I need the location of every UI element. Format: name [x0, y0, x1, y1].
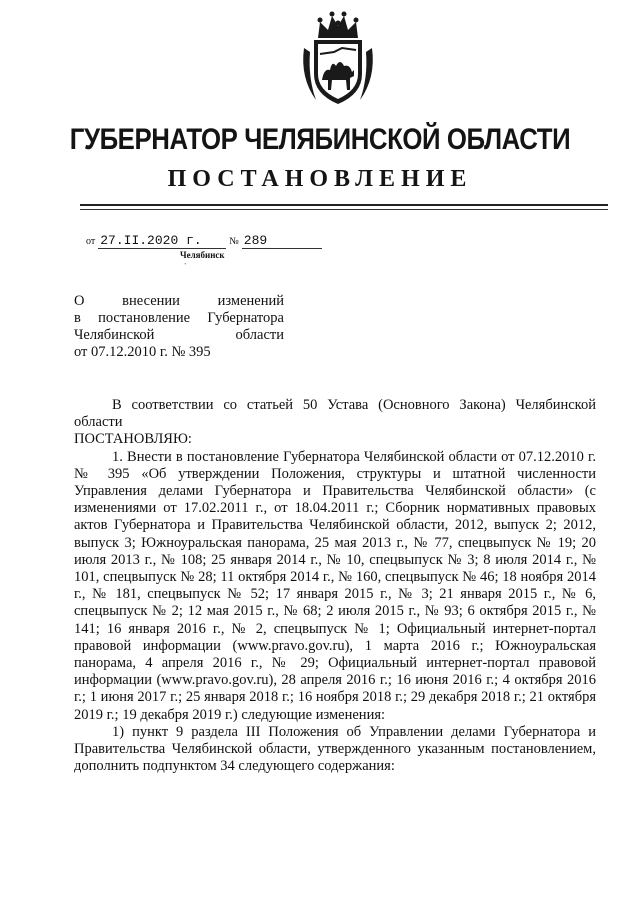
document-body [74, 397, 596, 775]
date-number-line [86, 233, 322, 249]
document-number: 289 [242, 233, 322, 249]
subject-block [74, 293, 284, 361]
coat-of-arms-emblem [298, 8, 378, 108]
authority-title: ГУБЕРНАТОР ЧЕЛЯБИНСКОЙ ОБЛАСТИ [69, 123, 571, 156]
header-divider-thick [80, 204, 608, 206]
document-date: 27.II.2020 г. [98, 233, 226, 249]
date-prefix: от [86, 236, 96, 247]
subitem-1-paragraph: 1) пункт 9 раздела III Положения об Управлении делами Губернатора и Правительства Челябинской области, утвержденного указанным постановлением, дополнить подпунктом 34 следующего содержания: [74, 723, 596, 775]
header-divider-thin [80, 209, 608, 210]
number-prefix: № [229, 236, 239, 247]
item-1-paragraph: 1. Внести в постановление Губернатора Челябинской области от 07.12.2010 г. № 395 «Об утверждении Положения, структуры и штатной численности Управления делами Губернатора и Правительства Челябинской области» (с изменениями от 17.02.2011 г., от 18.04.2011 г.; Сборник нормативных правовых актов Губернатора и Правительства Челябинской области, 2012, выпуск 2; 2012, выпуск 3; Южноуральская панорама, 25 мая 2013 г., № 77, спецвыпуск № 19; 20 июля 2013 г., № 108; 25 января 2014 г., № 10, спецвыпуск № 3; 8 июля 2014 г., № 101, спецвыпуск № 28; 11 октября 2014 г., № 160, спецвыпуск № 46; 18 ноября 2014 г., № 181, спецвыпуск № 52; 17 января 2015 г., № 3; 21 января 2015 г., № 6, спецвыпуск № 2; 12 мая 2015 г., № 68; 2 июля 2015 г., № 93; 6 октября 2015 г., № 141; 16 января 2016 г., № 2, спецвыпуск № 1; Официальный интернет-портал правовой информации (www.pravo.gov.ru), 1 марта 2016 г.; Южноуральская панорама, 4 апреля 2016 г., № 29; Официальный интернет-портал правовой информации (www.pravo.gov.ru), 28 апреля 2016 г.; 16 июня 2016 г.; 4 октября 2016 г.; 1 июня 2017 г.; 25 января 2018 г.; 16 ноября 2018 г.; 29 декабря 2018 г.; 21 октября 2019 г.; 19 декабря 2019 г.) следующие изменения: [74, 448, 596, 723]
intro-paragraph: В соответствии со статьей 50 Устава (Основного Закона) Челябинской области [74, 397, 596, 431]
document-type: ПОСТАНОВЛЕНИЕ [167, 166, 473, 192]
subject-line: О внесении изменений [74, 293, 284, 309]
subject-line: от 07.12.2010 г. № 395 [74, 344, 211, 360]
stray-mark: ` [184, 262, 187, 271]
subject-line: Челябинской области [74, 327, 284, 343]
city-label: Челябинск [180, 250, 225, 260]
resolve-heading: ПОСТАНОВЛЯЮ: [74, 431, 192, 448]
subject-line: в постановление Губернатора [74, 310, 284, 326]
